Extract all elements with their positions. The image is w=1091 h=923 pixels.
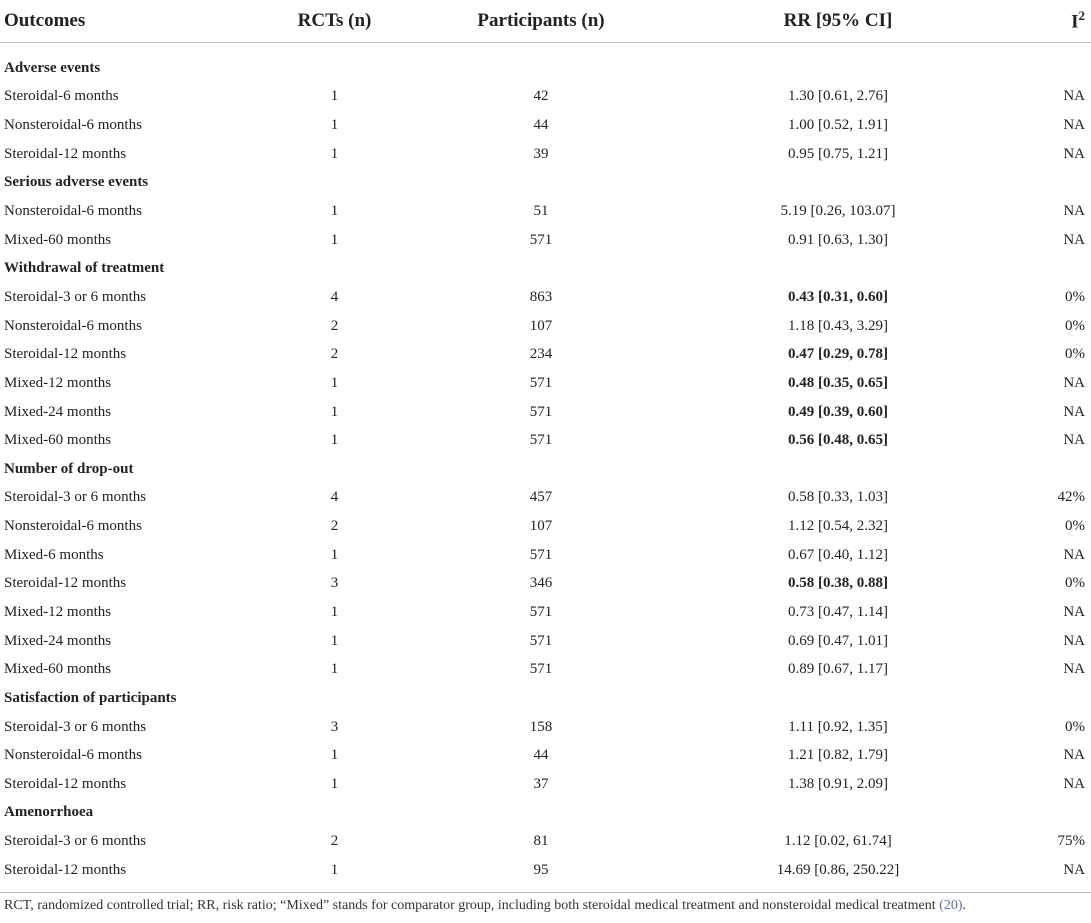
group-header-row [0, 254, 1091, 283]
outcome-cell: Nonsteroidal-6 months [4, 117, 142, 134]
rr-cell: 0.91 [0.63, 1.30] [788, 231, 888, 248]
participants-cell: 81 [533, 833, 549, 850]
rcts-cell: 1 [330, 775, 339, 792]
group-header-row [0, 455, 1091, 484]
table-footnote [4, 898, 966, 914]
i2-cell: NA [1063, 374, 1085, 391]
rcts-cell: 1 [330, 747, 339, 764]
rcts-cell: 4 [330, 489, 339, 506]
participants-cell: 571 [529, 661, 553, 678]
rcts-cell: 2 [330, 317, 339, 334]
outcome-cell: Steroidal-6 months [4, 88, 119, 105]
outcome-cell: Mixed-12 months [4, 374, 112, 391]
outcome-cell: Mixed-24 months [4, 632, 112, 649]
rr-cell: 0.58 [0.33, 1.03] [788, 489, 888, 506]
header-i2-superscript: 2 [1078, 8, 1085, 24]
rr-cell: 0.56 [0.48, 0.65] [788, 432, 888, 449]
rr-cell: 1.12 [0.02, 61.74] [784, 833, 892, 850]
participants-cell: 571 [529, 231, 553, 248]
group-title: Adverse events [4, 59, 101, 76]
table-row [0, 856, 1091, 885]
participants-cell: 571 [529, 603, 553, 620]
participants-cell: 95 [533, 861, 549, 878]
outcome-cell: Steroidal-12 months [4, 145, 127, 162]
outcome-cell: Steroidal-3 or 6 months [4, 489, 147, 506]
rr-cell: 1.00 [0.52, 1.91] [788, 117, 888, 134]
rr-cell: 1.21 [0.82, 1.79] [788, 747, 888, 764]
participants-cell: 571 [529, 403, 553, 420]
table-row [0, 140, 1091, 169]
i2-cell: NA [1063, 117, 1085, 134]
group-header-row [0, 54, 1091, 83]
table-row [0, 283, 1091, 312]
rcts-cell: 1 [330, 403, 339, 420]
rcts-cell: 1 [330, 88, 339, 105]
header-outcomes: Outcomes [0, 0, 262, 43]
group-title: Withdrawal of treatment [4, 260, 165, 277]
participants-cell: 234 [529, 346, 553, 363]
i2-cell: NA [1063, 747, 1085, 764]
table-row [0, 111, 1091, 140]
outcome-cell: Mixed-6 months [4, 546, 104, 563]
participants-cell: 44 [533, 747, 549, 764]
table-row [0, 484, 1091, 513]
outcome-cell: Mixed-60 months [4, 432, 112, 449]
outcome-cell: Steroidal-3 or 6 months [4, 833, 147, 850]
outcome-cell: Steroidal-12 months [4, 861, 127, 878]
rr-cell: 5.19 [0.26, 103.07] [780, 203, 896, 220]
i2-cell: NA [1063, 88, 1085, 105]
header-rcts: RCTs (n) [262, 0, 407, 43]
rcts-cell: 3 [330, 718, 339, 735]
outcome-cell: Mixed-12 months [4, 603, 112, 620]
table-row [0, 570, 1091, 599]
participants-cell: 571 [529, 432, 553, 449]
i2-cell: NA [1063, 203, 1085, 220]
i2-cell: NA [1063, 231, 1085, 248]
table-body [0, 43, 1091, 885]
table-header [0, 0, 1091, 43]
table-row [0, 741, 1091, 770]
rcts-cell: 3 [330, 575, 339, 592]
header-row [0, 0, 1091, 43]
rcts-cell: 2 [330, 346, 339, 363]
table-row [0, 369, 1091, 398]
rr-cell: 0.95 [0.75, 1.21] [788, 145, 888, 162]
rr-cell: 0.73 [0.47, 1.14] [788, 603, 888, 620]
participants-cell: 571 [529, 546, 553, 563]
table-row [0, 627, 1091, 656]
i2-cell: 42% [1057, 489, 1085, 506]
footnote-end: . [962, 898, 966, 913]
i2-cell: 75% [1057, 833, 1085, 850]
rcts-cell: 2 [330, 833, 339, 850]
table-row [0, 598, 1091, 627]
participants-cell: 37 [533, 775, 549, 792]
rr-cell: 0.69 [0.47, 1.01] [788, 632, 888, 649]
participants-cell: 44 [533, 117, 549, 134]
i2-cell: 0% [1065, 346, 1085, 363]
rcts-cell: 1 [330, 432, 339, 449]
outcome-cell: Mixed-24 months [4, 403, 112, 420]
outcome-cell: Mixed-60 months [4, 231, 112, 248]
rr-cell: 1.11 [0.92, 1.35] [788, 718, 888, 735]
rcts-cell: 1 [330, 231, 339, 248]
outcome-cell: Steroidal-3 or 6 months [4, 288, 147, 305]
rr-cell: 0.67 [0.40, 1.12] [788, 546, 888, 563]
table-row [0, 770, 1091, 799]
outcome-cell: Steroidal-12 months [4, 346, 127, 363]
i2-cell: NA [1063, 775, 1085, 792]
table-row [0, 426, 1091, 455]
rr-cell: 0.58 [0.38, 0.88] [788, 575, 888, 592]
header-rr: RR [95% CI] [675, 0, 1001, 43]
rr-cell: 0.43 [0.31, 0.60] [788, 288, 888, 305]
group-header-row [0, 799, 1091, 828]
rr-cell: 0.49 [0.39, 0.60] [788, 403, 888, 420]
i2-cell: NA [1063, 603, 1085, 620]
participants-cell: 571 [529, 632, 553, 649]
participants-cell: 863 [529, 288, 553, 305]
reference-link[interactable]: (20) [939, 898, 963, 913]
rcts-cell: 1 [330, 203, 339, 220]
i2-cell: NA [1063, 861, 1085, 878]
participants-cell: 571 [529, 374, 553, 391]
rr-cell: 0.48 [0.35, 0.65] [788, 374, 888, 391]
rr-cell: 14.69 [0.86, 250.22] [776, 861, 900, 878]
footer-divider [0, 892, 1091, 893]
i2-cell: NA [1063, 145, 1085, 162]
rcts-cell: 1 [330, 145, 339, 162]
rcts-cell: 1 [330, 117, 339, 134]
group-title: Serious adverse events [4, 174, 149, 191]
outcome-cell: Steroidal-12 months [4, 575, 127, 592]
rcts-cell: 1 [330, 374, 339, 391]
outcome-cell: Nonsteroidal-6 months [4, 747, 142, 764]
i2-cell: NA [1063, 432, 1085, 449]
participants-cell: 51 [533, 203, 549, 220]
rcts-cell: 1 [330, 546, 339, 563]
group-title: Satisfaction of participants [4, 689, 177, 706]
i2-cell: 0% [1065, 518, 1085, 535]
table-row [0, 226, 1091, 255]
participants-cell: 457 [529, 489, 553, 506]
i2-cell: 0% [1065, 317, 1085, 334]
rcts-cell: 4 [330, 288, 339, 305]
header-participants: Participants (n) [407, 0, 675, 43]
participants-cell: 107 [529, 317, 553, 334]
i2-cell: NA [1063, 546, 1085, 563]
outcome-cell: Nonsteroidal-6 months [4, 518, 142, 535]
rcts-cell: 1 [330, 661, 339, 678]
table-row [0, 655, 1091, 684]
rcts-cell: 1 [330, 861, 339, 878]
table-row [0, 83, 1091, 112]
footnote-text: RCT, randomized controlled trial; RR, risk ratio; “Mixed” stands for comparator group, including both steroidal medical treatment and nonsteroidal medical treatment [4, 898, 940, 913]
header-i2 [1001, 0, 1091, 43]
outcome-cell: Steroidal-3 or 6 months [4, 718, 147, 735]
i2-cell: NA [1063, 403, 1085, 420]
table-row [0, 541, 1091, 570]
table-row [0, 340, 1091, 369]
rr-cell: 0.47 [0.29, 0.78] [788, 346, 888, 363]
outcome-cell: Mixed-60 months [4, 661, 112, 678]
table-row [0, 713, 1091, 742]
rcts-cell: 2 [330, 518, 339, 535]
i2-cell: 0% [1065, 575, 1085, 592]
rr-cell: 1.12 [0.54, 2.32] [788, 518, 888, 535]
rr-cell: 1.30 [0.61, 2.76] [788, 88, 888, 105]
i2-cell: 0% [1065, 288, 1085, 305]
i2-cell: NA [1063, 661, 1085, 678]
group-header-row [0, 169, 1091, 198]
participants-cell: 42 [533, 88, 549, 105]
outcome-cell: Nonsteroidal-6 months [4, 203, 142, 220]
group-title: Number of drop-out [4, 460, 134, 477]
table-row [0, 197, 1091, 226]
header-i2-base: I [1071, 11, 1079, 33]
group-title: Amenorrhoea [4, 804, 94, 821]
table-row [0, 398, 1091, 427]
table-row [0, 827, 1091, 856]
header-spacer [0, 43, 1091, 55]
rr-cell: 0.89 [0.67, 1.17] [788, 661, 888, 678]
table-row [0, 512, 1091, 541]
table-row [0, 312, 1091, 341]
outcome-cell: Nonsteroidal-6 months [4, 317, 142, 334]
participants-cell: 39 [533, 145, 549, 162]
i2-cell: NA [1063, 632, 1085, 649]
outcome-cell: Steroidal-12 months [4, 775, 127, 792]
i2-cell: 0% [1065, 718, 1085, 735]
rcts-cell: 1 [330, 603, 339, 620]
rr-cell: 1.38 [0.91, 2.09] [788, 775, 888, 792]
participants-cell: 346 [529, 575, 553, 592]
group-header-row [0, 684, 1091, 713]
rr-cell: 1.18 [0.43, 3.29] [788, 317, 888, 334]
participants-cell: 107 [529, 518, 553, 535]
participants-cell: 158 [529, 718, 553, 735]
rcts-cell: 1 [330, 632, 339, 649]
